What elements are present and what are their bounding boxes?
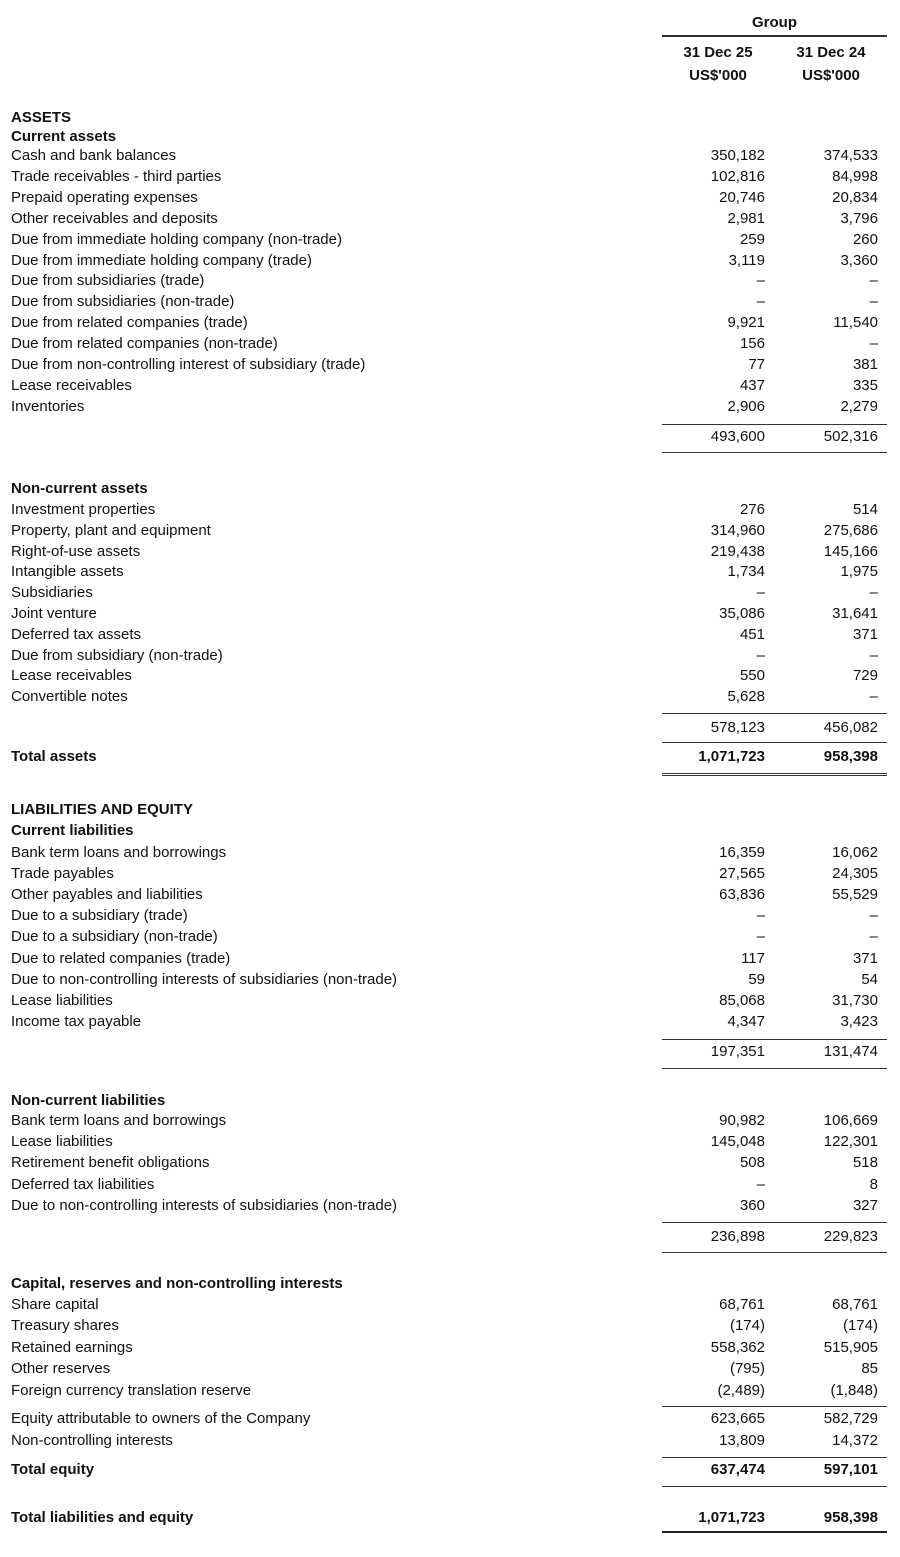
- line-item-label: Convertible notes: [11, 688, 128, 705]
- equity-attributable-label: Equity attributable to owners of the Company: [11, 1410, 311, 1427]
- line-item-value-2024: 3,360: [840, 252, 878, 269]
- rule: [662, 1406, 887, 1407]
- line-item-value-2024: 381: [852, 356, 878, 373]
- line-item-label: Intangible assets: [11, 563, 124, 580]
- line-item-label: Treasury shares: [11, 1317, 119, 1334]
- line-item-label: Cash and bank balances: [11, 147, 177, 164]
- line-item-value-2024: –: [869, 584, 878, 601]
- line-item-value-2024: –: [869, 335, 878, 352]
- col-unit-2025: US$'000: [689, 67, 747, 84]
- line-item-value-2024: 54: [861, 971, 878, 988]
- line-item-value-2025: 35,086: [719, 605, 765, 622]
- line-item-value-2024: 68,761: [832, 1296, 878, 1313]
- line-item-value-2025: (174): [729, 1317, 765, 1334]
- line-item-value-2024: 371: [852, 950, 878, 967]
- line-item-value-2025: 16,359: [719, 844, 765, 861]
- line-item-value-2025: 350,182: [710, 147, 765, 164]
- non-current-liabilities-subtotal-2025: 236,898: [710, 1228, 765, 1245]
- header-rule: [662, 35, 887, 37]
- line-item-value-2024: 275,686: [823, 522, 878, 539]
- line-item-label: Retained earnings: [11, 1339, 133, 1356]
- line-item-value-2025: 2,981: [727, 210, 765, 227]
- line-item-value-2025: 145,048: [710, 1133, 765, 1150]
- line-item-value-2024: –: [869, 647, 878, 664]
- line-item-value-2025: 63,836: [719, 886, 765, 903]
- line-item-value-2024: –: [869, 272, 878, 289]
- line-item-label: Due to non-controlling interests of subsidiaries (non-trade): [11, 971, 398, 988]
- line-item-value-2025: 314,960: [710, 522, 765, 539]
- line-item-label: Lease liabilities: [11, 1133, 113, 1150]
- rule: [662, 1252, 887, 1253]
- line-item-value-2024: 106,669: [823, 1112, 878, 1129]
- line-item-value-2025: 102,816: [710, 168, 765, 185]
- line-item-value-2025: –: [756, 647, 765, 664]
- current-assets-subtotal-2024: 502,316: [823, 428, 878, 445]
- rule: [662, 1531, 887, 1533]
- line-item-value-2025: 20,746: [719, 189, 765, 206]
- line-item-label: Due from subsidiaries (non-trade): [11, 293, 235, 310]
- line-item-value-2024: 85: [861, 1360, 878, 1377]
- equity-attributable-2024: 582,729: [823, 1410, 878, 1427]
- line-item-label: Due to a subsidiary (non-trade): [11, 928, 218, 945]
- line-item-value-2024: 327: [852, 1197, 878, 1214]
- line-item-value-2025: 451: [739, 626, 765, 643]
- rule: [662, 452, 887, 453]
- group-header: Group: [752, 14, 797, 31]
- line-item-label: Trade receivables - third parties: [11, 168, 222, 185]
- line-item-label: Due from subsidiary (non-trade): [11, 647, 223, 664]
- line-item-label: Lease liabilities: [11, 992, 113, 1009]
- line-item-value-2024: (174): [842, 1317, 878, 1334]
- line-item-label: Inventories: [11, 398, 85, 415]
- line-item-label: Prepaid operating expenses: [11, 189, 198, 206]
- line-item-value-2025: 9,921: [727, 314, 765, 331]
- line-item-value-2024: 374,533: [823, 147, 878, 164]
- line-item-value-2024: –: [869, 688, 878, 705]
- col-unit-2024: US$'000: [802, 67, 860, 84]
- line-item-value-2024: 371: [852, 626, 878, 643]
- line-item-label: Income tax payable: [11, 1013, 142, 1030]
- line-item-label: Due from related companies (non-trade): [11, 335, 278, 352]
- line-item-label: Joint venture: [11, 605, 97, 622]
- line-item-value-2025: 90,982: [719, 1112, 765, 1129]
- line-item-value-2025: 27,565: [719, 865, 765, 882]
- line-item-value-2025: 558,362: [710, 1339, 765, 1356]
- total-equity-2024: 597,101: [823, 1461, 878, 1478]
- non-current-assets-heading: Non-current assets: [11, 480, 148, 497]
- line-item-value-2024: 729: [852, 667, 878, 684]
- line-item-label: Property, plant and equipment: [11, 522, 211, 539]
- line-item-value-2025: –: [756, 1176, 765, 1193]
- line-item-value-2025: 2,906: [727, 398, 765, 415]
- line-item-value-2024: 16,062: [832, 844, 878, 861]
- total-liabilities-equity-label: Total liabilities and equity: [11, 1509, 194, 1526]
- line-item-value-2024: 3,796: [840, 210, 878, 227]
- rule: [662, 1068, 887, 1069]
- line-item-value-2025: –: [756, 293, 765, 310]
- total-equity-label: Total equity: [11, 1461, 95, 1478]
- line-item-value-2025: 219,438: [710, 543, 765, 560]
- line-item-value-2025: 550: [739, 667, 765, 684]
- line-item-value-2025: 85,068: [719, 992, 765, 1009]
- line-item-value-2024: 2,279: [840, 398, 878, 415]
- line-item-label: Trade payables: [11, 865, 114, 882]
- line-item-label: Due from related companies (trade): [11, 314, 248, 331]
- line-item-value-2025: 259: [739, 231, 765, 248]
- current-liabilities-subtotal-2025: 197,351: [710, 1043, 765, 1060]
- line-item-label: Right-of-use assets: [11, 543, 141, 560]
- current-liabilities-heading: Current liabilities: [11, 822, 134, 839]
- non-current-liabilities-heading: Non-current liabilities: [11, 1092, 166, 1109]
- current-assets-subtotal-2025: 493,600: [710, 428, 765, 445]
- line-item-value-2024: 31,641: [832, 605, 878, 622]
- assets-heading: ASSETS: [11, 109, 72, 126]
- current-assets-heading: Current assets: [11, 128, 117, 145]
- line-item-value-2024: 55,529: [832, 886, 878, 903]
- nci-2024: 14,372: [832, 1432, 878, 1449]
- rule: [662, 1222, 887, 1223]
- line-item-value-2025: –: [756, 272, 765, 289]
- rule: [662, 1486, 887, 1487]
- line-item-value-2024: 31,730: [832, 992, 878, 1009]
- total-equity-2025: 637,474: [710, 1461, 765, 1478]
- line-item-value-2025: 156: [739, 335, 765, 352]
- rule: [662, 1457, 887, 1458]
- liabilities-equity-heading: LIABILITIES AND EQUITY: [11, 801, 193, 818]
- line-item-value-2025: 437: [739, 377, 765, 394]
- col-date-2024: 31 Dec 24: [796, 44, 866, 61]
- rule: [662, 1039, 887, 1040]
- line-item-value-2024: 3,423: [840, 1013, 878, 1030]
- line-item-label: Other receivables and deposits: [11, 210, 218, 227]
- line-item-label: Due to a subsidiary (trade): [11, 907, 188, 924]
- line-item-value-2025: 68,761: [719, 1296, 765, 1313]
- rule: [662, 713, 887, 714]
- line-item-label: Bank term loans and borrowings: [11, 1112, 227, 1129]
- line-item-value-2024: 145,166: [823, 543, 878, 560]
- line-item-label: Due from immediate holding company (trade): [11, 252, 312, 269]
- line-item-value-2025: –: [756, 928, 765, 945]
- line-item-value-2024: 24,305: [832, 865, 878, 882]
- line-item-label: Due from non-controlling interest of subsidiary (trade): [11, 356, 366, 373]
- line-item-value-2025: 5,628: [727, 688, 765, 705]
- line-item-value-2024: 514: [852, 501, 878, 518]
- line-item-value-2024: 335: [852, 377, 878, 394]
- line-item-value-2024: 122,301: [823, 1133, 878, 1150]
- line-item-value-2025: 360: [739, 1197, 765, 1214]
- line-item-value-2024: 8: [869, 1176, 878, 1193]
- line-item-value-2025: (2,489): [717, 1382, 765, 1399]
- line-item-label: Share capital: [11, 1296, 99, 1313]
- total-liabilities-equity-2025: 1,071,723: [698, 1509, 765, 1526]
- non-current-assets-subtotal-2025: 578,123: [710, 719, 765, 736]
- line-item-value-2024: 20,834: [832, 189, 878, 206]
- total-assets-2025: 1,071,723: [698, 748, 765, 765]
- line-item-value-2025: 117: [741, 950, 765, 967]
- equity-attributable-2025: 623,665: [710, 1410, 765, 1427]
- line-item-value-2025: –: [756, 907, 765, 924]
- total-liabilities-equity-2024: 958,398: [823, 1509, 878, 1526]
- line-item-value-2024: 84,998: [832, 168, 878, 185]
- line-item-value-2024: 11,540: [833, 314, 878, 331]
- line-item-label: Retirement benefit obligations: [11, 1154, 210, 1171]
- line-item-label: Due to related companies (trade): [11, 950, 231, 967]
- line-item-label: Due from subsidiaries (trade): [11, 272, 205, 289]
- double-rule: [662, 773, 887, 776]
- capital-heading: Capital, reserves and non-controlling interests: [11, 1275, 343, 1292]
- current-liabilities-subtotal-2024: 131,474: [823, 1043, 878, 1060]
- rule: [662, 424, 887, 425]
- nci-label: Non-controlling interests: [11, 1432, 173, 1449]
- line-item-value-2025: 276: [739, 501, 765, 518]
- line-item-value-2024: 518: [852, 1154, 878, 1171]
- line-item-label: Deferred tax liabilities: [11, 1176, 155, 1193]
- line-item-value-2024: –: [869, 293, 878, 310]
- line-item-value-2025: 59: [748, 971, 765, 988]
- line-item-label: Investment properties: [11, 501, 156, 518]
- line-item-value-2024: 1,975: [840, 563, 878, 580]
- line-item-value-2024: –: [869, 907, 878, 924]
- col-date-2025: 31 Dec 25: [683, 44, 753, 61]
- line-item-value-2024: 515,905: [823, 1339, 878, 1356]
- non-current-assets-subtotal-2024: 456,082: [823, 719, 878, 736]
- non-current-liabilities-subtotal-2024: 229,823: [823, 1228, 878, 1245]
- line-item-value-2025: (795): [729, 1360, 765, 1377]
- line-item-value-2025: –: [756, 584, 765, 601]
- total-assets-label: Total assets: [11, 748, 97, 765]
- line-item-label: Subsidiaries: [11, 584, 93, 601]
- line-item-label: Other reserves: [11, 1360, 111, 1377]
- line-item-value-2025: 508: [739, 1154, 765, 1171]
- line-item-value-2024: –: [869, 928, 878, 945]
- line-item-label: Lease receivables: [11, 667, 132, 684]
- line-item-value-2024: 260: [852, 231, 878, 248]
- line-item-label: Due from immediate holding company (non-trade): [11, 231, 342, 248]
- total-assets-2024: 958,398: [823, 748, 878, 765]
- line-item-value-2025: 77: [748, 356, 765, 373]
- line-item-value-2025: 1,734: [727, 563, 765, 580]
- line-item-label: Foreign currency translation reserve: [11, 1382, 252, 1399]
- line-item-label: Bank term loans and borrowings: [11, 844, 227, 861]
- line-item-label: Deferred tax assets: [11, 626, 142, 643]
- line-item-value-2025: 3,119: [728, 252, 765, 269]
- rule: [662, 742, 887, 743]
- line-item-label: Due to non-controlling interests of subsidiaries (non-trade): [11, 1197, 398, 1214]
- line-item-label: Other payables and liabilities: [11, 886, 203, 903]
- line-item-label: Lease receivables: [11, 377, 132, 394]
- nci-2025: 13,809: [719, 1432, 765, 1449]
- line-item-value-2024: (1,848): [830, 1382, 878, 1399]
- line-item-value-2025: 4,347: [727, 1013, 765, 1030]
